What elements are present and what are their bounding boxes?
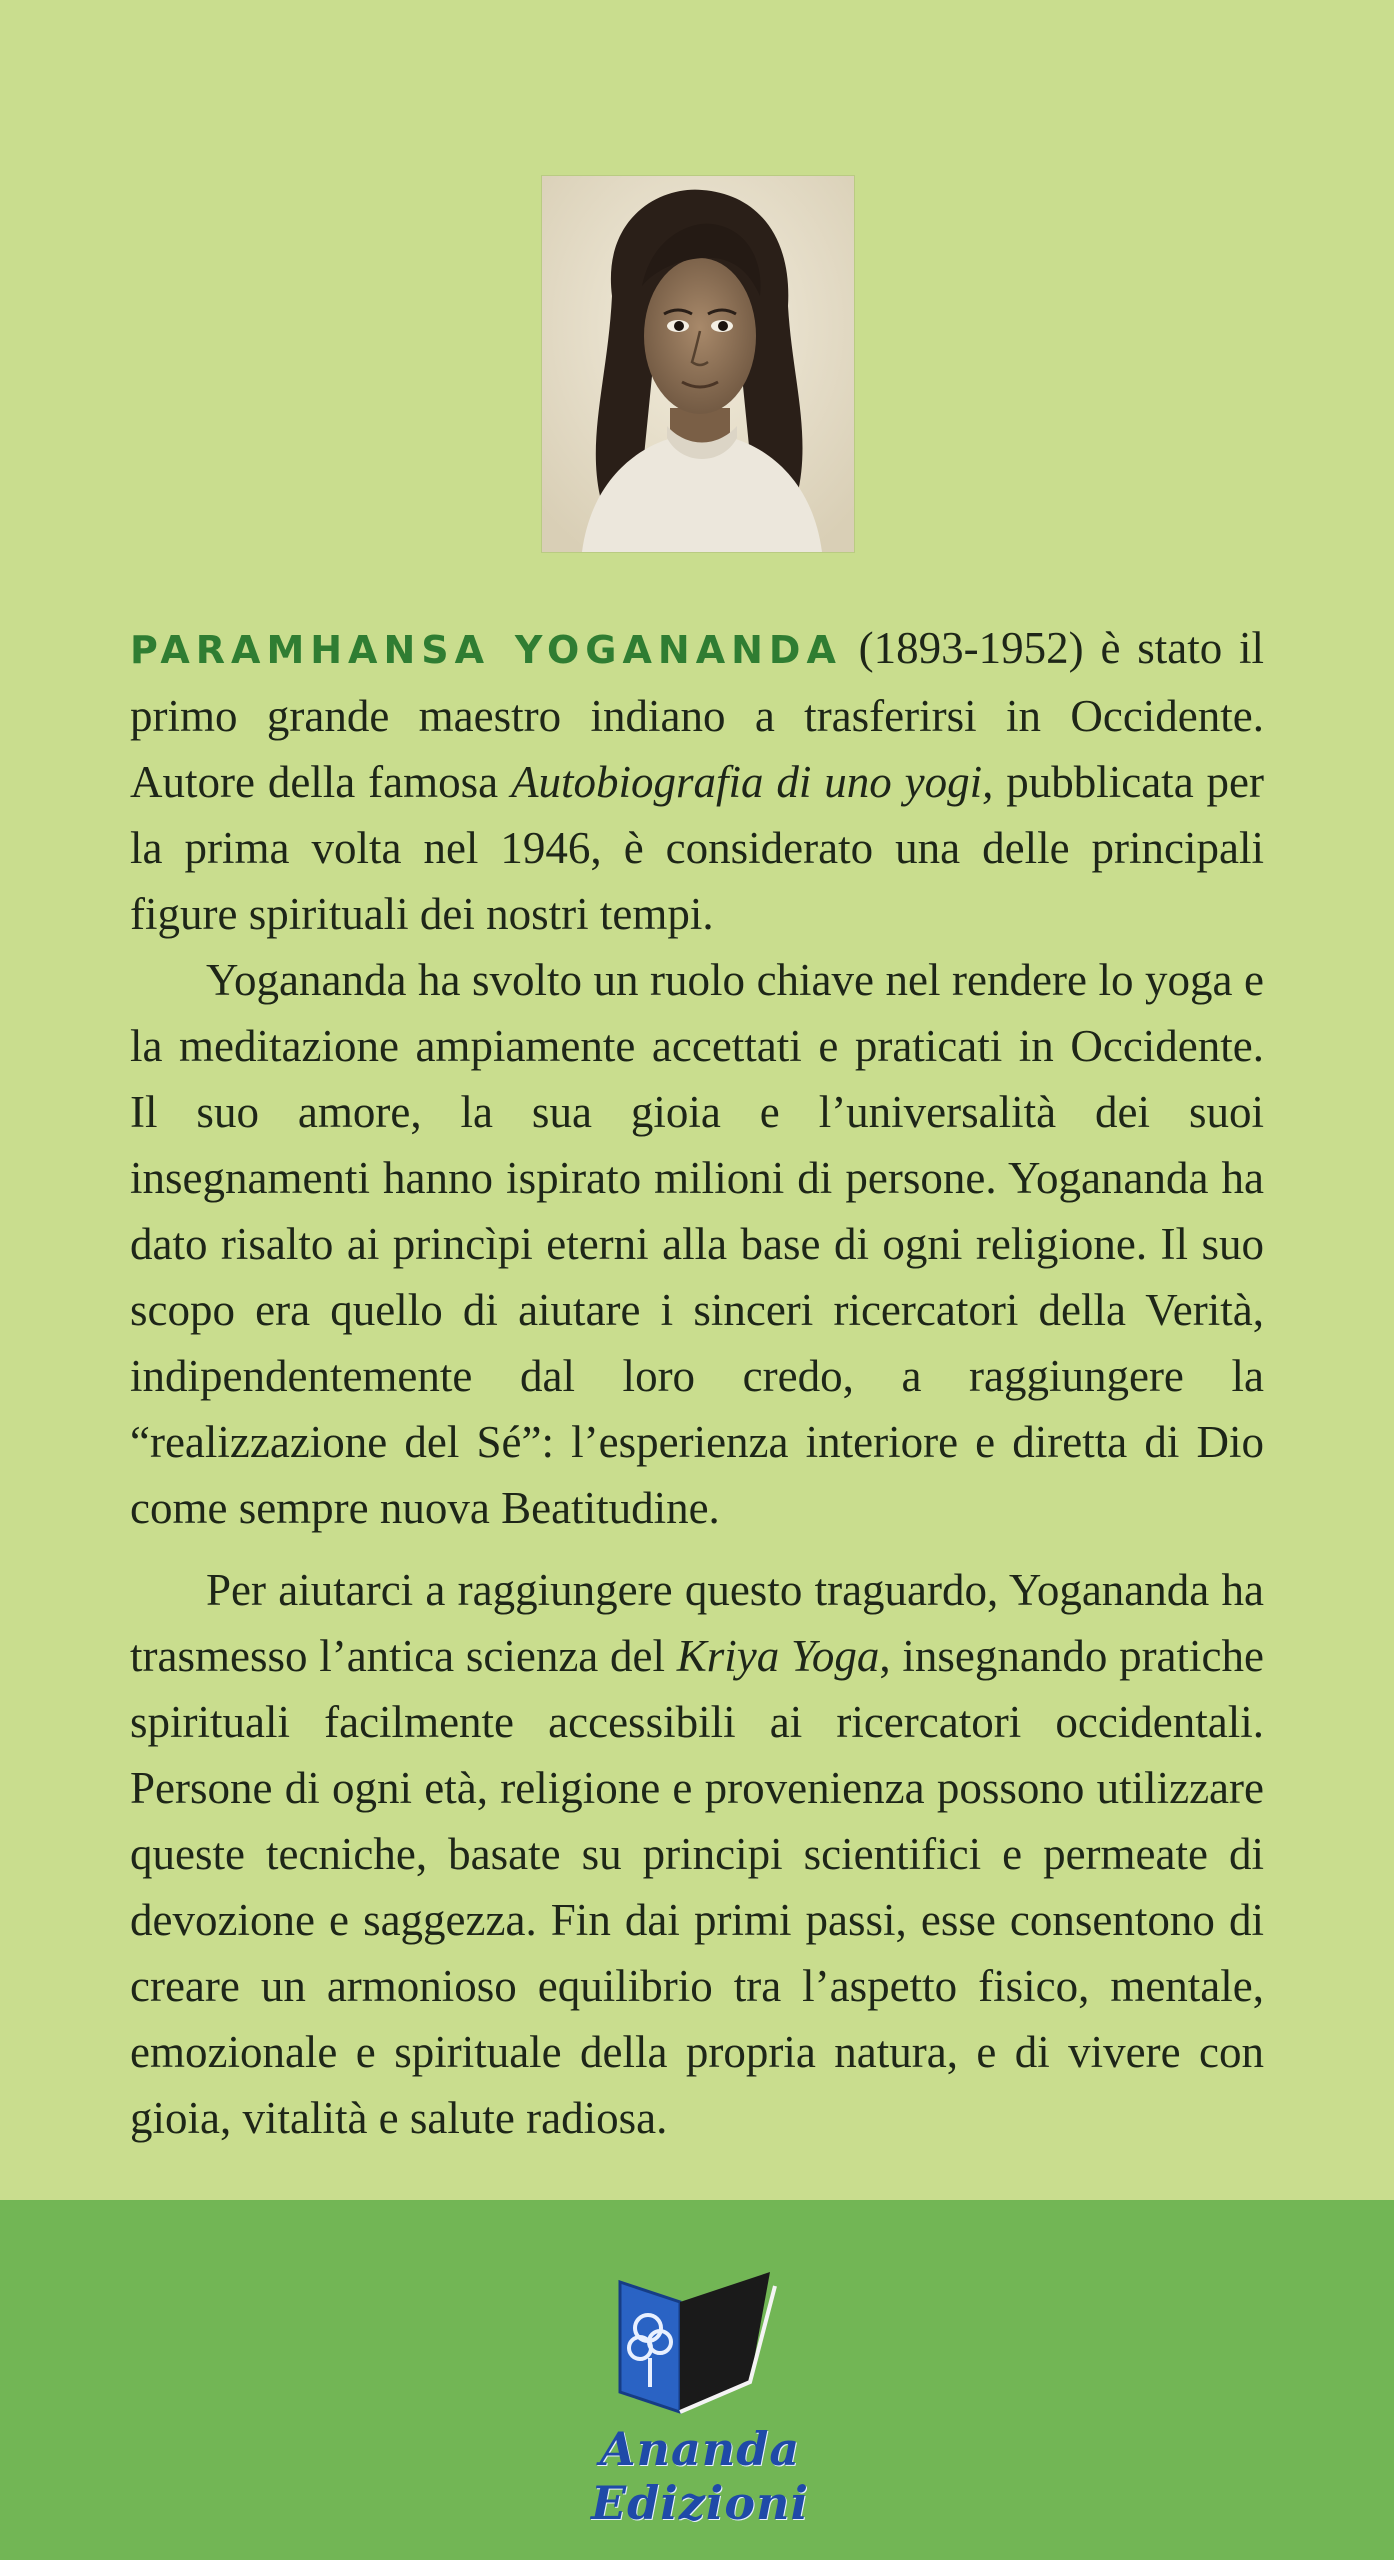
- paragraph-3-part-1: Per aiutarci a raggiungere questo traguardo, Yogananda ha trasmesso l’antica scienza del: [130, 1565, 1264, 1681]
- author-portrait: [542, 176, 854, 552]
- biography-text: [130, 615, 1264, 2151]
- paragraph-1-part-1: è stato il primo grande maestro indiano a trasferirsi in Occidente. Autore della famosa: [130, 623, 1265, 807]
- publisher-logo: [520, 2262, 880, 2530]
- book-tree-logo-icon: [520, 2262, 880, 2432]
- author-name: PARAMHANSA YOGANANDA: [130, 628, 842, 672]
- biography-paragraph-1: [130, 615, 1264, 947]
- biography-paragraph-3: [130, 1557, 1264, 2151]
- publisher-name: Ananda Edizioni: [591, 2422, 809, 2530]
- book-title: Autobiografia di uno yogi,: [510, 757, 994, 807]
- biography-paragraph-2: Yogananda ha svolto un ruolo chiave nel rendere lo yoga e la meditazione ampiamente accettati e praticati in Occidente. Il suo amore, la sua gioia e l’universalità dei suoi insegnamenti hanno ispirato milioni di persone. Yogananda ha dato risalto ai princìpi eterni alla base di ogni religione. Il suo scopo era quello di aiutare i sinceri ricercatori della Verità, indipendentemente dal loro credo, a raggiungere la “realizzazione del Sé”: l’esperienza interiore e diretta di Dio come sempre nuova Beatitudine.: [130, 955, 1264, 1533]
- paragraph-1-part-2: pubblicata per la prima volta nel 1946, è considerato una delle principali figure spirituali dei nostri tempi.: [130, 757, 1264, 939]
- author-years: (1893-1952): [841, 623, 1084, 673]
- paragraph-3-part-2: , insegnando pratiche spirituali facilmente accessibili ai ricercatori occidentali. Persone di ogni età, religione e provenienza possono utilizzare queste tecniche, basate su principi scientifici e permeate di devozione e saggezza. Fin dai primi passi, esse consentono di creare un armonioso equilibrio tra l’aspetto fisico, mentale, emozionale e spirituale della propria natura, e di vivere con gioia, vitalità e salute radiosa.: [130, 1631, 1264, 2143]
- kriya-yoga-term: Kriya Yoga: [676, 1631, 880, 1681]
